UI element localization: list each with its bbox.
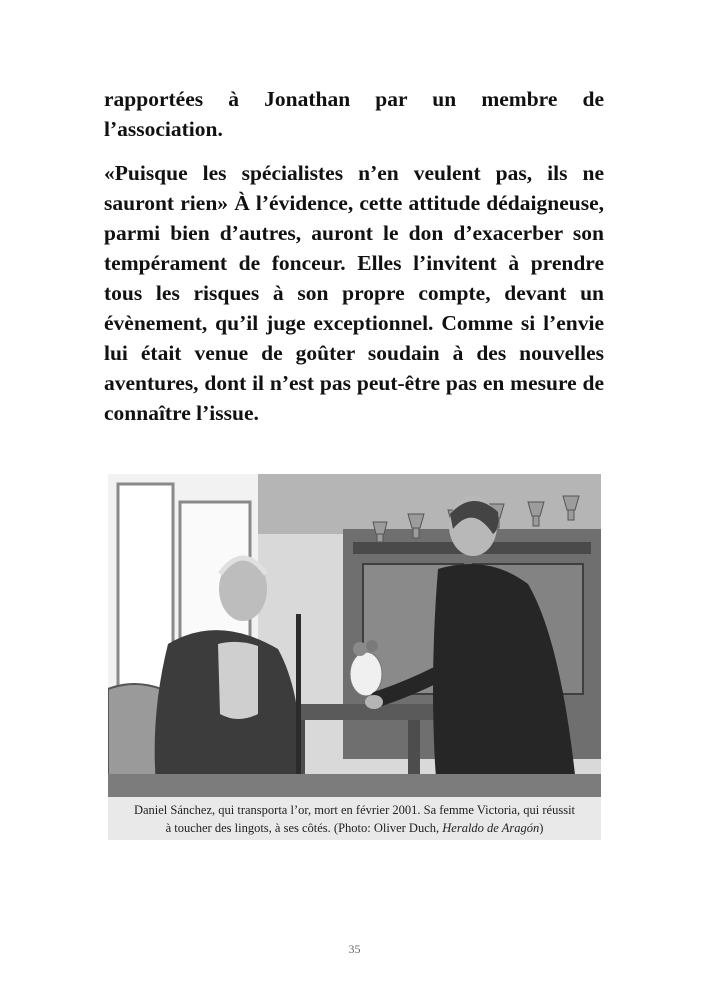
caption-line-2-start: à toucher des lingots, à ses côtés. (Photo: Oliver Duch, [165, 821, 443, 835]
paragraph-continuation: rapportées à Jonathan par un membre de l’association. [104, 87, 604, 141]
paragraph-main: «Puisque les spécialistes n’en veulent pas, ils ne sauront rien» À l’évidence, cette attitude dédaigneuse, parmi bien d’autres, auront le don d’exacerber son tempérament de fonceur. Elles l’invitent à prendre tous les risques à son propre compte, devant un évènement, qu’il juge exceptionnel. Comme si l’envie lui était venue de goûter soudain à des nouvelles aventures, dont il n’est pas peut-être pas en mesure de connaître l’issue. [104, 161, 604, 425]
caption-source-italic: Heraldo de Aragón [442, 821, 540, 835]
photograph [108, 474, 601, 840]
photo-caption [108, 797, 601, 840]
caption-line-2-end: ) [539, 821, 544, 835]
caption-line-1: Daniel Sánchez, qui transporta l’or, mort en février 2001. Sa femme Victoria, qui réussit [133, 803, 576, 817]
page-number: 35 [348, 942, 361, 956]
caption-line-2 [108, 819, 601, 837]
